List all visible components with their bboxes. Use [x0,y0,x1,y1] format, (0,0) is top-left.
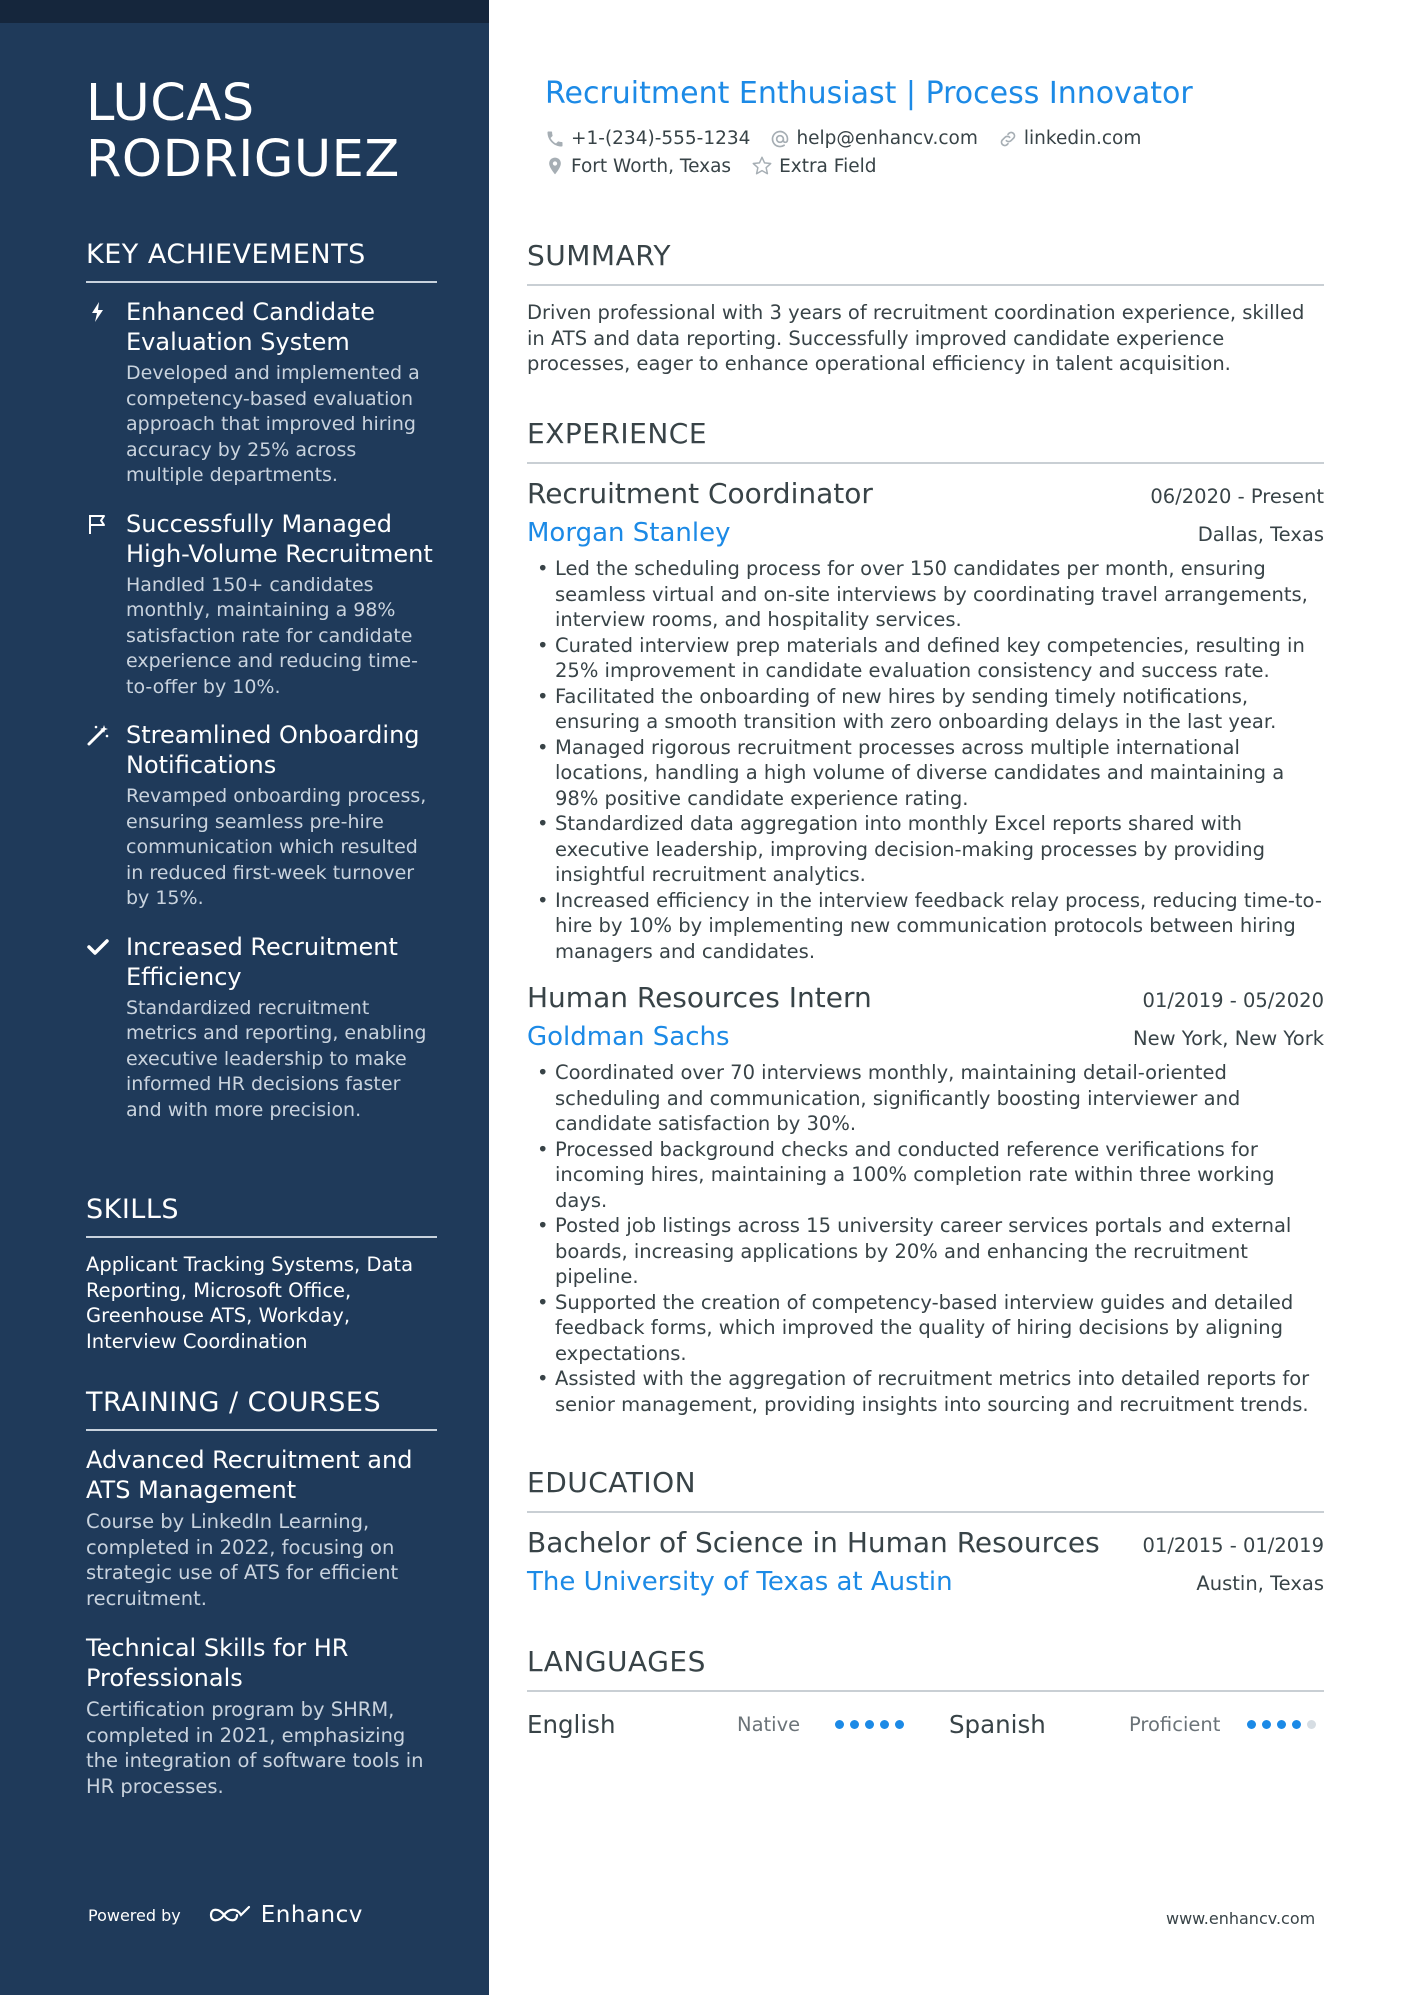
school-name: The University of Texas at Austin [527,1567,953,1597]
rating-dot-filled [850,1720,859,1729]
achievement-title: Streamlined Onboarding Notifications [126,721,420,779]
contact-row-2 [545,155,896,177]
job-bullet: • Assisted with the aggregation of recruitment metrics into detailed reports for senior management, providing insights into sourcing and recruitment trends. [527,1366,1324,1417]
languages-section [527,1644,1324,1744]
name-first: LUCAS [86,74,255,133]
extra-field-text: Extra Field [779,155,877,177]
sidebar-top-bar [0,0,489,23]
enhancv-logo[interactable] [207,1902,363,1928]
skills-section [86,1192,437,1354]
name-last: RODRIGUEZ [86,130,400,189]
rating-dot-filled [880,1720,889,1729]
job-bullet: • Curated interview prep materials and defined key competencies, resulting in 25% improvement in candidate evaluation consistency and success rate. [527,633,1324,684]
course-item [86,1633,437,1799]
summary-heading: SUMMARY [527,238,1324,286]
email-text: help@enhancv.com [796,128,978,149]
course-description: Course by LinkedIn Learning, completed in 2022, focusing on strategic use of ATS for efficient recruitment. [86,1510,399,1610]
rating-dot-filled [865,1720,874,1729]
enhancv-logo-icon [207,1903,253,1927]
job-bullet: • Coordinated over 70 interviews monthly, maintaining detail-oriented scheduling and communication, significantly boosting interviewer and candidate satisfaction by 30%. [527,1060,1324,1137]
job-bullet: • Managed rigorous recruitment processes across multiple international locations, handling a high volume of diverse candidates and maintaining a 98% positive candidate experience rating. [527,735,1324,812]
contact-email[interactable] [770,128,977,149]
checkmark-icon [86,935,110,959]
education-section [527,1465,1324,1599]
star-icon [751,155,773,177]
rating-dot-filled [1277,1720,1286,1729]
job-bullets [527,556,1324,964]
contact-location [545,156,731,177]
job-bullet: • Led the scheduling process for over 150 candidates per month, ensuring seamless virtual and on-site interviews by coordinating travel arrangements, interview rooms, and hospitality services. [527,556,1324,633]
achievement-description: Revamped onboarding process, ensuring seamless pre-hire communication which resulted in reduced first-week turnover by 15%. [126,785,427,909]
languages-row [527,1704,1324,1744]
language-name: English [527,1709,616,1739]
summary-section [527,238,1324,377]
candidate-name [86,76,466,188]
rating-dot-filled [835,1720,844,1729]
sidebar [0,0,489,1995]
training-section [86,1385,437,1821]
rating-dot-filled [1292,1720,1301,1729]
course-title: Advanced Recruitment and ATS Management [86,1446,413,1504]
rating-dot-filled [1247,1720,1256,1729]
job-title: Recruitment Coordinator [527,477,873,510]
language-rating [1241,1720,1316,1729]
linkedin-text: linkedin.com [1023,128,1142,149]
at-sign-icon [770,129,790,149]
skills-heading: SKILLS [86,1192,437,1238]
achievement-item [86,932,437,1124]
job-entry [527,476,1324,964]
achievement-item [86,297,437,489]
education-entry [527,1525,1324,1599]
job-bullet: • Supported the creation of competency-based interview guides and detailed feedback forms, which improved the quality of hiring decisions by aligning expectations. [527,1290,1324,1367]
achievement-item [86,509,437,701]
job-title: Human Resources Intern [527,981,872,1014]
experience-section [527,416,1324,1417]
job-bullet: • Increased efficiency in the interview feedback relay process, reducing time-to-hire by 10% by implementing new communication protocols between hiring managers and candidates. [527,888,1324,965]
job-location: Dallas, Texas [1197,523,1324,546]
experience-heading: EXPERIENCE [527,416,1324,464]
lightning-icon [86,300,110,324]
flag-icon [86,512,110,536]
contact-phone[interactable] [545,128,750,149]
key-achievements-section [86,237,437,1143]
language-rating [829,1720,949,1729]
education-heading: EDUCATION [527,1465,1324,1513]
job-bullet: • Facilitated the onboarding of new hires by sending timely notifications, ensuring a smooth transition with zero onboarding delays in the last year. [527,684,1324,735]
magic-wand-icon [86,723,110,747]
phone-text: +1-(234)-555-1234 [571,128,751,149]
rating-dot-filled [1262,1720,1271,1729]
link-icon [998,129,1018,149]
job-dates: 01/2019 - 05/2020 [1142,989,1324,1012]
contact-linkedin[interactable] [998,128,1141,149]
achievement-description: Developed and implemented a competency-based evaluation approach that improved hiring accuracy by 25% across multiple departments. [126,362,420,486]
company-name: Goldman Sachs [527,1022,730,1052]
achievement-title: Increased Recruitment Efficiency [126,932,398,991]
achievement-title: Successfully Managed High-Volume Recruitment [126,509,433,568]
location-pin-icon [545,156,565,176]
contact-extra [751,155,876,177]
job-bullet: • Posted job listings across 15 university career services portals and external boards, increasing applications by 20% and enhancing the recruitment pipeline. [527,1213,1324,1290]
course-item [86,1445,437,1611]
job-bullet: • Standardized data aggregation into monthly Excel reports shared with executive leadership, improving decision-making processes by providing insightful recruitment analytics. [527,811,1324,888]
languages-heading: LANGUAGES [527,1644,1324,1692]
achievement-description: Handled 150+ candidates monthly, maintaining a 98% satisfaction rate for candidate experience and reducing time-to-offer by 10%. [126,573,418,698]
powered-by [88,1902,363,1928]
job-bullet: • Processed background checks and conducted reference verifications for incoming hires, maintaining a 100% completion rate within three working days. [527,1137,1324,1214]
powered-by-label: Powered by [88,1905,181,1925]
footer-url[interactable]: www.enhancv.com [1166,1909,1316,1928]
school-location: Austin, Texas [1196,1572,1324,1595]
job-location: New York, New York [1133,1027,1324,1050]
course-description: Certification program by SHRM, completed in 2021, emphasizing the integration of software tools in HR processes. [86,1698,424,1798]
location-text: Fort Worth, Texas [571,155,732,177]
phone-icon [545,129,565,149]
course-title: Technical Skills for HR Professionals [86,1634,349,1692]
achievement-item [86,720,437,912]
language-level: Proficient [1129,1712,1221,1736]
training-heading: TRAINING / COURSES [86,1385,437,1431]
enhancv-brand: Enhancv [260,1902,363,1928]
rating-dot-empty [1307,1720,1316,1729]
key-achievements-heading: KEY ACHIEVEMENTS [86,237,437,283]
skills-list: Applicant Tracking Systems, Data Reporting, Microsoft Office, Greenhouse ATS, Workday, Interview Coordination [86,1253,414,1353]
summary-text: Driven professional with 3 years of recruitment coordination experience, skilled in ATS and data reporting. Successfully improved candidate experience processes, eager to enhance operational efficiency in talent acquisition. [527,301,1305,375]
achievement-description: Standardized recruitment metrics and reporting, enabling executive leadership to make informed HR decisions faster and with more precision. [126,996,427,1121]
degree-title: Bachelor of Science in Human Resources [527,1526,1100,1559]
language-level: Native [737,1712,801,1736]
education-dates: 01/2015 - 01/2019 [1142,1534,1324,1557]
job-bullets [527,1060,1324,1417]
headline: Recruitment Enthusiast | Process Innovator [545,76,1193,111]
language-name: Spanish [949,1709,1046,1739]
contact-row-1 [545,128,1161,149]
rating-dot-filled [895,1720,904,1729]
achievement-title: Enhanced Candidate Evaluation System [126,298,376,356]
job-entry [527,980,1324,1417]
job-dates: 06/2020 - Present [1150,485,1324,508]
company-name: Morgan Stanley [527,518,731,548]
